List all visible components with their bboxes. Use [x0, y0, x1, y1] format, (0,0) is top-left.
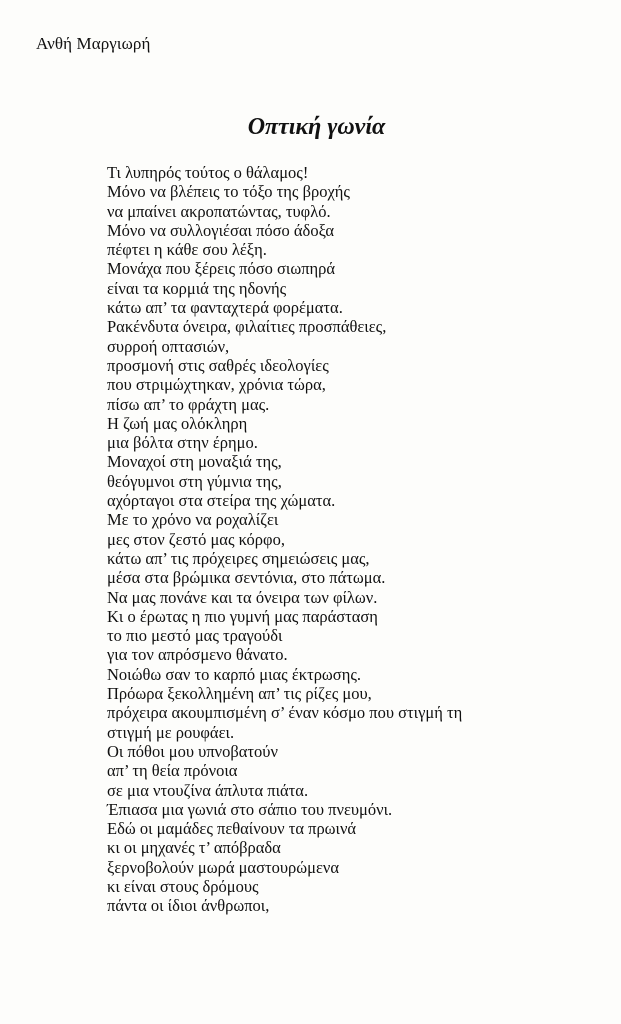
poem-line: Νοιώθω σαν το καρπό μιας έκτρωσης.	[107, 664, 361, 684]
poem-line: Εδώ οι μαμάδες πεθαίνουν τα πρωινά	[107, 819, 357, 839]
poem-line: θεόγυμνοι στη γύμνια της,	[107, 471, 282, 491]
poem-line: μια βόλτα στην έρημο.	[107, 433, 258, 453]
poem-line: κι είναι στους δρόμους	[107, 876, 259, 896]
poem-title: Οπτική γωνία	[247, 114, 386, 140]
poem-line: Πρόωρα ξεκολλημένη απ’ τις ρίζες μου,	[107, 684, 372, 704]
poem-line: Η ζωή μας ολόκληρη	[107, 413, 248, 433]
poem-line: πέφτει η κάθε σου λέξη.	[107, 240, 267, 260]
poem-line: Μονάχα που ξέρεις πόσο σιωπηρά	[107, 259, 336, 279]
poem-line: κι οι μηχανές τ’ απόβραδα	[107, 838, 281, 858]
poem-line: πρόχειρα ακουμπισμένη σ’ έναν κόσμο που στιγμή τη	[107, 703, 463, 723]
poem-line: Ρακένδυτα όνειρα, φιλαίτιες προσπάθειες,	[107, 317, 387, 337]
poem-line: Οι πόθοι μου υπνοβατούν	[107, 741, 278, 761]
poem-line: Με το χρόνο να ροχαλίζει	[107, 510, 279, 530]
poem-line: μες στον ζεστό μας κόρφο,	[107, 529, 285, 549]
poem-line: Τι λυπηρός τούτος ο θάλαμος!	[107, 163, 309, 182]
poem-line: Κι ο έρωτας η πιο γυμνή μας παράσταση	[107, 606, 378, 626]
poem-line: προσμονή στις σαθρές ιδεολογίες	[107, 355, 329, 375]
poem-line: πάντα οι ίδιοι άνθρωποι,	[107, 896, 270, 916]
poem-line: σε μια ντουζίνα άπλυτα πιάτα.	[107, 780, 309, 800]
poem-body	[107, 163, 607, 916]
poem-line: συρροή οπτασιών,	[107, 336, 230, 356]
poem-line: κάτω απ’ τις πρόχειρες σημειώσεις μας,	[107, 548, 370, 568]
poem-line: κάτω απ’ τα φανταχτερά φορέματα.	[107, 298, 343, 318]
poem-line: να μπαίνει ακροπατώντας, τυφλό.	[107, 201, 331, 221]
poem-line: το πιο μεστό μας τραγούδι	[107, 626, 283, 646]
poem-line: αχόρταγοι στα στείρα της χώματα.	[107, 491, 336, 511]
poem-line: απ’ τη θεία πρόνοια	[107, 761, 238, 781]
poem-line: είναι τα κορμιά της ηδονής	[107, 278, 287, 298]
poem-line: Έπιασα μια γωνιά στο σάπιο του πνευμόνι.	[107, 799, 393, 819]
poem-line: Να μας πονάνε και τα όνειρα των φίλων.	[107, 587, 378, 607]
poem-line: πίσω απ’ το φράχτη μας.	[107, 394, 270, 414]
poem-line: ξερνοβολούν μωρά μαστουρώμενα	[107, 857, 339, 877]
poem-line: που στριμώχτηκαν, χρόνια τώρα,	[107, 375, 326, 395]
poem-line: μέσα στα βρώμικα σεντόνια, στο πάτωμα.	[107, 568, 386, 588]
poem-line: στιγμή με ρουφάει.	[107, 722, 235, 742]
poem-line: για τον απρόσμενο θάνατο.	[107, 645, 288, 665]
poem-line: Μοναχοί στη μοναξιά της,	[107, 452, 282, 472]
poem-line: Μόνο να συλλογιέσαι πόσο άδοξα	[107, 220, 334, 240]
poem-line: Μόνο να βλέπεις το τόξο της βροχής	[107, 182, 350, 202]
author-name: Ανθή Μαργιωρή	[36, 34, 151, 53]
